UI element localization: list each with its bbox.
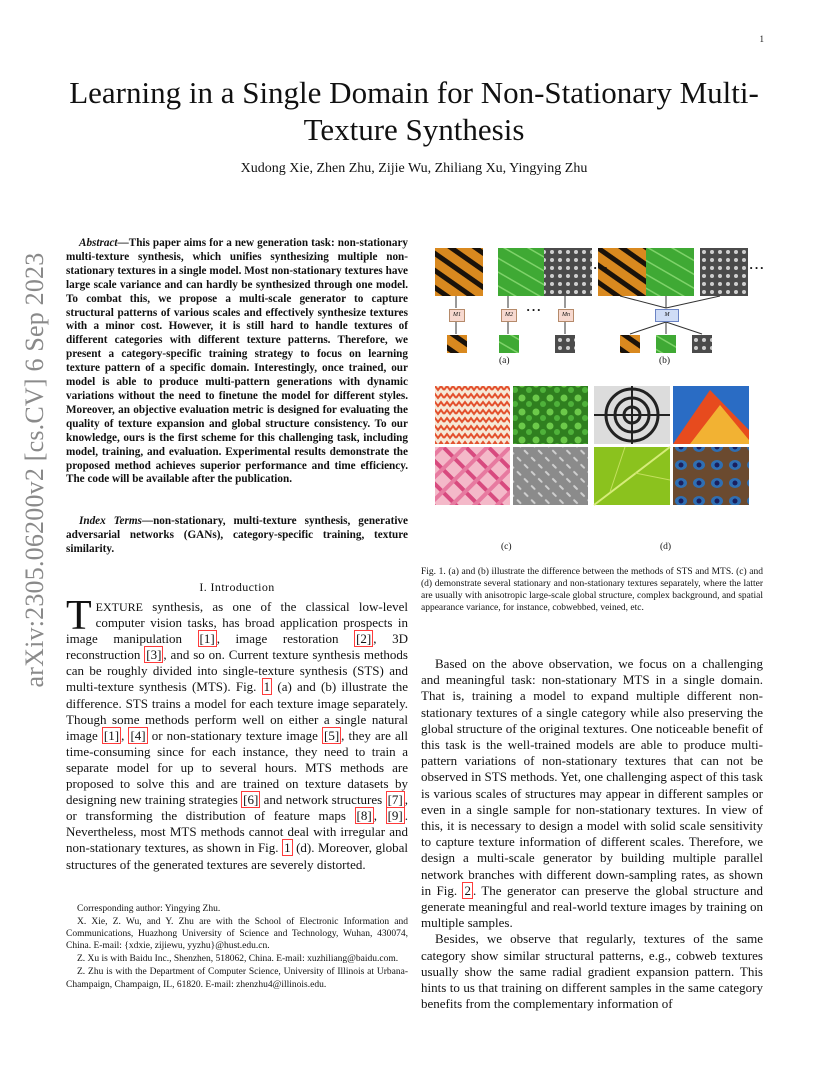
intro-text: and network structures	[260, 792, 386, 808]
tiger-texture	[435, 248, 483, 296]
plaid-texture	[435, 447, 510, 505]
model-box-mn: Mn	[558, 309, 574, 322]
intro-caps: EXTURE	[95, 600, 143, 614]
citation-link[interactable]: [6]	[243, 792, 259, 808]
model-box-m2: M2	[501, 309, 517, 322]
footnote: X. Xie, Z. Wu, and Y. Zhu are with the School of Electronic Information and Communications, Huazhong University of Science and Technology, Wuhan, 430074, China. E-mail: {xdxie, zijiewu, yyzhu}@hust.edu.cn.	[66, 917, 408, 952]
figure-link[interactable]: 2	[464, 882, 471, 898]
page-number: 1	[759, 34, 764, 44]
index-terms	[66, 515, 408, 557]
intro-text: (d). Moreover, global structures of the generated textures are severely distorted.	[66, 840, 408, 872]
ellipsis-a: ···	[526, 302, 543, 317]
intro-text: , and so on. Current texture synthesis methods can be roughly divided into single-texture synthesis (STS) and multi-texture synthesis (MTS). Fig.	[66, 647, 408, 695]
model-box-m1: M1	[449, 309, 465, 322]
tiger-output	[620, 335, 640, 353]
paper-title: Learning in a Single Domain for Non-Stationary Multi-Texture Synthesis	[69, 75, 759, 147]
intro-text: ,	[121, 727, 129, 743]
right-column-body	[421, 656, 763, 1012]
paragraph-text: . The generator can preserve the global structure and generate meaningful and real-world texture images by training on multiple samples.	[421, 882, 763, 931]
cobweb-output	[555, 335, 575, 353]
intro-paragraph	[66, 593, 409, 873]
subfigure-label-a: (a)	[499, 356, 510, 366]
intro-text: , 3D reconstruction	[66, 631, 408, 663]
index-terms-text: —non-stationary, multi-texture synthesis, generative adversarial networks (GANs), category-specific training, texture similarity.	[66, 515, 408, 555]
author-list: Xudong Xie, Zhen Zhu, Zijie Wu, Zhiliang Xu, Yingying Zhu	[240, 161, 588, 176]
citation-link[interactable]: [7]	[387, 792, 403, 808]
intro-text: (a) and (b) illustrate the difference. STS trains a model for each texture image separately. Though some methods perform well on either a single natural image	[66, 679, 408, 743]
footnote: Z. Zhu is with the Department of Computer Science, University of Illinois at Urbana-Champaign, Champaign, IL, 61820. E-mail: zhenzhu4@illinois.edu.	[66, 967, 408, 990]
citation-link[interactable]: [3]	[146, 647, 162, 663]
intro-text: ,	[373, 808, 386, 824]
figure-caption: Fig. 1. (a) and (b) illustrate the difference between the methods of STS and MTS. (c) and (d) demonstrate several stationary and non-stationary textures separately, where the latter are usually with anisotropic large-scale global structure, complex background, and spatial appearance variance, for instance, cobwebbed, veined, etc.	[421, 567, 763, 614]
zigzag-texture	[435, 386, 510, 444]
clover-texture	[513, 386, 588, 444]
figure-link[interactable]: 1	[284, 840, 291, 856]
abstract-text: —This paper aims for a new generation task: non-stationary multi-texture synthesis, which unifies synthesizing multiple non-stationary textures in a single model. Most non-stationary textures have large scale variance and can hardly be synthesized through one model. To combat this, we propose a multi-scale generator to capture structural patterns of various scales and effectively synthesize textures with a minor cost. However, it is still hard to handle textures of different categories with different texture patterns. Therefore, we present a category-specific training strategy to focus on learning texture pattern of a specific domain. Interestingly, once trained, our model is able to produce multi-pattern generations with dynamic variations without the need to finetune the model for different styles. Moreover, an objective evaluation metric is designed for evaluating the quality of texture expansion and global structure consistency. To our knowledge, ours is the first scheme for this challenging task, including model, training, and evaluation. Experimental results demonstrate the proposed method achieves superior performance and time efficiency. The code will be available after the publication.	[66, 237, 408, 486]
subfigure-label-c: (c)	[501, 542, 512, 552]
ellipsis-b-top: ···	[749, 260, 766, 275]
paragraph: Besides, we observe that regularly, textures of the same category show similar structural patterns, e.g., cobweb textures usually show the same radial gradient expansion pattern. This hints to us that training on different samples in the same category benefits from the complementary information of	[421, 931, 763, 1012]
subfigure-label-d: (d)	[660, 542, 672, 552]
index-terms-lead: Index Terms	[79, 515, 142, 527]
citation-link[interactable]: [9]	[387, 808, 403, 824]
leaf-vein-sample	[594, 447, 670, 505]
citation-link[interactable]: [8]	[356, 808, 372, 824]
intro-text: , or transforming the distribution of feature maps	[66, 792, 408, 824]
abstract	[66, 237, 408, 487]
abstract-lead: Abstract	[79, 237, 118, 249]
leaf-output	[656, 335, 676, 353]
ellipsis-a-top: ···	[593, 260, 610, 275]
intro-text: , image restoration	[216, 631, 355, 647]
citation-link[interactable]: [4]	[130, 727, 146, 743]
figure-1	[420, 240, 766, 560]
subfigure-label-b: (b)	[659, 356, 671, 366]
dropcap: T	[66, 593, 92, 639]
arxiv-stamp-text: arXiv:2305.06200v2 [cs.CV] 6 Sep 2023	[20, 252, 49, 688]
metal-plate-texture	[513, 447, 588, 505]
leaf-texture	[498, 248, 546, 296]
leaf-output	[499, 335, 519, 353]
leaf-texture	[646, 248, 694, 296]
paragraph	[421, 656, 763, 931]
paragraph-text: Based on the above observation, we focus on a challenging and meaningful task: non-stationary MTS in a single domain. That is, training a model to expand multiple different non-stationary textures of a single category while also preserving the global structure of the original textures. One noticeable benefit of this task is the well-trained models are able to produce multi-pattern variations of non-stationary textures that can not be observed in STS methods. Yet, one challenging aspect of this task is various scales of structures may appear in different samples or even in a single sample for non-stationary textures. In view of this, it is necessary to design a model with solid scale sensitivity to capture texture information of different scales. Therefore, we design a multi-scale generator by building multiple parallel network branches with different down-sampling rates, as shown in Fig.	[421, 656, 763, 898]
cobweb-sample	[594, 386, 670, 444]
tie-dye-sample	[673, 386, 749, 444]
intro-text: or non-stationary texture image	[147, 727, 322, 743]
footnote: Z. Xu is with Baidu Inc., Shenzhen, 518062, China. E-mail: xuzhiliang@baidu.com.	[77, 954, 399, 965]
cobweb-texture	[700, 248, 748, 296]
figure-link[interactable]: 1	[263, 679, 271, 695]
tiger-output	[447, 335, 467, 353]
cobweb-output	[692, 335, 712, 353]
footnotes	[66, 903, 408, 992]
cobweb-texture	[544, 248, 592, 296]
section-heading: I. Introduction	[199, 580, 275, 594]
citation-link[interactable]: [1]	[103, 727, 120, 743]
figure-1-graphic	[420, 240, 766, 560]
peacock-feather-sample	[673, 447, 749, 505]
footnote: Corresponding author: Yingying Zhu.	[77, 904, 221, 914]
intro-text: , they are all time-consuming since for each instance, they need to train a separate model for up to several hours. MTS methods are proposed to solve this and are trained on texture datasets by designing new training strategies	[66, 727, 409, 808]
intro-text: . Nevertheless, most MTS methods cannot deal with irregular and non-stationary textures, as shown in Fig.	[66, 808, 408, 856]
citation-link[interactable]: [1]	[199, 631, 215, 647]
intro-text: synthesis, as one of the classical low-level computer vision tasks, has broad application prospects in image manipulation	[66, 599, 408, 647]
model-box-m: M	[655, 309, 679, 322]
citation-link[interactable]: [5]	[323, 727, 340, 743]
citation-link[interactable]: [2]	[356, 631, 372, 647]
